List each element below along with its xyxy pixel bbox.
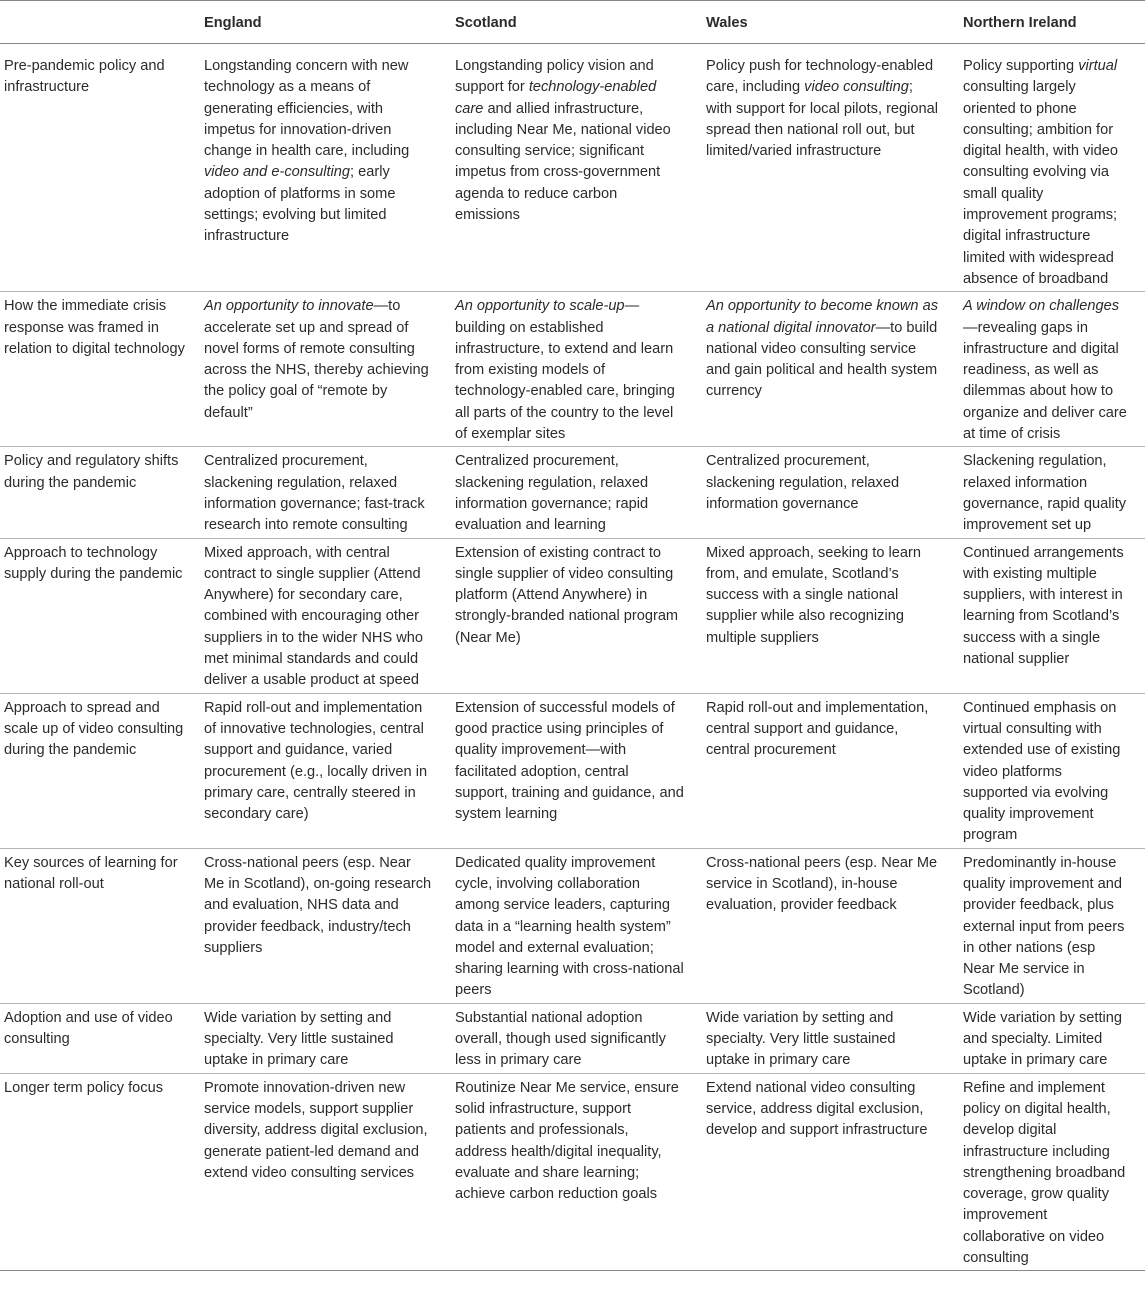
row-label: Longer term policy focus (4, 1079, 163, 1096)
table-row (0, 848, 1145, 1003)
cell-scotland: Substantial national adoption overall, though used significantly less in primary care (455, 1009, 666, 1069)
row-label: Policy and regulatory shifts during the pandemic (4, 453, 179, 491)
italic-phrase: An opportunity to become known as a national digital innovator (706, 298, 939, 336)
table-row (0, 538, 1145, 693)
cell-england: Rapid roll-out and implementation of innovative technologies, central support and guidance, varied procurement (e.g., locally driven in primary care, centrally steered in secondary care) (204, 699, 428, 823)
cell-scotland: Routinize Near Me service, ensure solid infrastructure, support patients and professionals, address health/digital inequality, evaluate and share learning; achieve carbon reduction goals (455, 1079, 679, 1203)
cell-scotland: Longstanding policy vision and support for technology-enabled care and allied infrastructure, including Near Me, national video consulting service; significant impetus from cross-government agenda to reduce carbon emissions (455, 58, 671, 224)
table-row (0, 447, 1145, 538)
header-empty (0, 1, 200, 44)
cell-scotland: Centralized procurement, slackening regulation, relaxed information governance; rapid evaluation and learning (455, 453, 649, 534)
table-row (0, 292, 1145, 447)
cell-scotland: Extension of successful models of good practice using principles of quality improvement—with facilitated adoption, central support, training and guidance, and system learning (455, 699, 684, 823)
table-header-row (0, 1, 1145, 44)
cell-northern-ireland: Predominantly in-house quality improvement and provider feedback, plus external input from peers in other nations (esp Near Me service in Scotland) (963, 854, 1125, 999)
italic-phrase: A window on challenges (963, 298, 1120, 315)
cell-england: Mixed approach, with central contract to single supplier (Attend Anywhere) for secondary care, combined with encouraging other suppliers in to the wider NHS who met minimal standards and could deliver a usable product at speed (204, 544, 424, 689)
cell-wales: Mixed approach, seeking to learn from, and emulate, Scotland’s success with a single national supplier while also recognizing multiple suppliers (706, 544, 921, 646)
cell-northern-ireland: Slackening regulation, relaxed information governance, rapid quality improvement set up (963, 453, 1127, 534)
table-row (0, 1003, 1145, 1073)
cell-wales: Policy push for technology-enabled care, including video consulting; with support for local pilots, regional spread then national roll out, but limited/varied infrastructure (706, 58, 938, 160)
italic-phrase: video and e-consulting (204, 164, 351, 181)
header-wales: Wales (706, 15, 748, 31)
italic-phrase: An opportunity to scale-up (455, 298, 625, 315)
cell-wales: Extend national video consulting service, address digital exclusion, develop and support infrastructure (706, 1079, 928, 1139)
table-row (0, 44, 1145, 292)
cell-northern-ireland: Continued arrangements with existing multiple suppliers, with interest in learning from Scotland’s success with a single national supplier (963, 544, 1124, 668)
italic-phrase: An opportunity to innovate (204, 298, 374, 315)
cell-england: Wide variation by setting and specialty. Very little sustained uptake in primary care (204, 1009, 394, 1069)
italic-phrase: virtual (1078, 58, 1118, 74)
table-row (0, 1073, 1145, 1271)
header-scotland: Scotland (455, 15, 517, 31)
cell-scotland: Dedicated quality improvement cycle, involving collaboration among service leaders, capturing data in a “learning health system” model and external evaluation; sharing learning with cross-national peers (455, 854, 684, 999)
italic-phrase: technology-enabled care (455, 79, 657, 117)
row-label: How the immediate crisis response was framed in relation to digital technology (4, 298, 185, 357)
cell-wales: Cross-national peers (esp. Near Me service in Scotland), in-house evaluation, provider feedback (706, 854, 938, 914)
table-body (0, 44, 1145, 1271)
cell-northern-ireland: A window on challenges—revealing gaps in infrastructure and digital readiness, as well as dilemmas about how to organize and deliver care at time of crisis (963, 298, 1127, 443)
cell-england: Cross-national peers (esp. Near Me in Scotland), on-going research and evaluation, NHS data and provider feedback, industry/tech suppliers (204, 854, 432, 956)
cell-northern-ireland: Wide variation by setting and specialty. Limited uptake in primary care (963, 1009, 1122, 1069)
row-label: Key sources of learning for national roll-out (4, 854, 178, 892)
cell-wales: An opportunity to become known as a national digital innovator—to build national video consulting service and gain political and health system currency (706, 298, 939, 400)
row-label: Approach to spread and scale up of video consulting during the pandemic (4, 699, 184, 759)
row-label: Pre-pandemic policy and infrastructure (4, 58, 165, 96)
row-label: Adoption and use of video consulting (4, 1009, 173, 1048)
cell-wales: Centralized procurement, slackening regulation, relaxed information governance (706, 453, 900, 512)
cell-northern-ireland: Continued emphasis on virtual consulting with extended use of existing video platforms supported via evolving quality improvement program (963, 699, 1121, 844)
cell-england: An opportunity to innovate—to accelerate set up and spread of novel forms of remote consulting across the NHS, thereby achieving the policy goal of “remote by default” (204, 298, 429, 421)
cell-wales: Wide variation by setting and specialty. Very little sustained uptake in primary care (706, 1009, 896, 1069)
cell-wales: Rapid roll-out and implementation, central support and guidance, central procurement (706, 699, 929, 759)
cell-scotland: Extension of existing contract to single supplier of video consulting platform (Attend Anywhere) in strongly-branded national program (Near Me) (455, 544, 679, 646)
cell-england: Centralized procurement, slackening regulation, relaxed information governance; fast-track research into remote consulting (204, 453, 425, 534)
table-row (0, 693, 1145, 848)
cell-scotland: An opportunity to scale-up—building on established infrastructure, to extend and learn from existing models of technology-enabled care, bringing all parts of the country to the level of exemplar sites (455, 298, 675, 443)
cell-northern-ireland: Policy supporting virtual consulting largely oriented to phone consulting; ambition for digital health, with video consulting evolving via small quality improvement programs; digital infrastructure limited with widespread absence of broadband (963, 58, 1118, 287)
cell-england: Longstanding concern with new technology as a means of generating efficiencies, with impetus for innovation-driven change in health care, including video and e-consulting; early adoption of platforms in some settings; evolving but limited infrastructure (204, 58, 410, 245)
italic-phrase: video consulting (804, 79, 909, 96)
row-label: Approach to technology supply during the pandemic (4, 544, 183, 582)
header-england: England (204, 15, 262, 31)
cell-england: Promote innovation-driven new service models, support supplier diversity, address digital exclusion, generate patient-led demand and extend video consulting services (204, 1079, 428, 1181)
header-northern-ireland: Northern Ireland (963, 15, 1077, 31)
cell-northern-ireland: Refine and implement policy on digital health, develop digital infrastructure including strengthening broadband coverage, grow quality improvement collaborative on video consulting (963, 1079, 1126, 1267)
